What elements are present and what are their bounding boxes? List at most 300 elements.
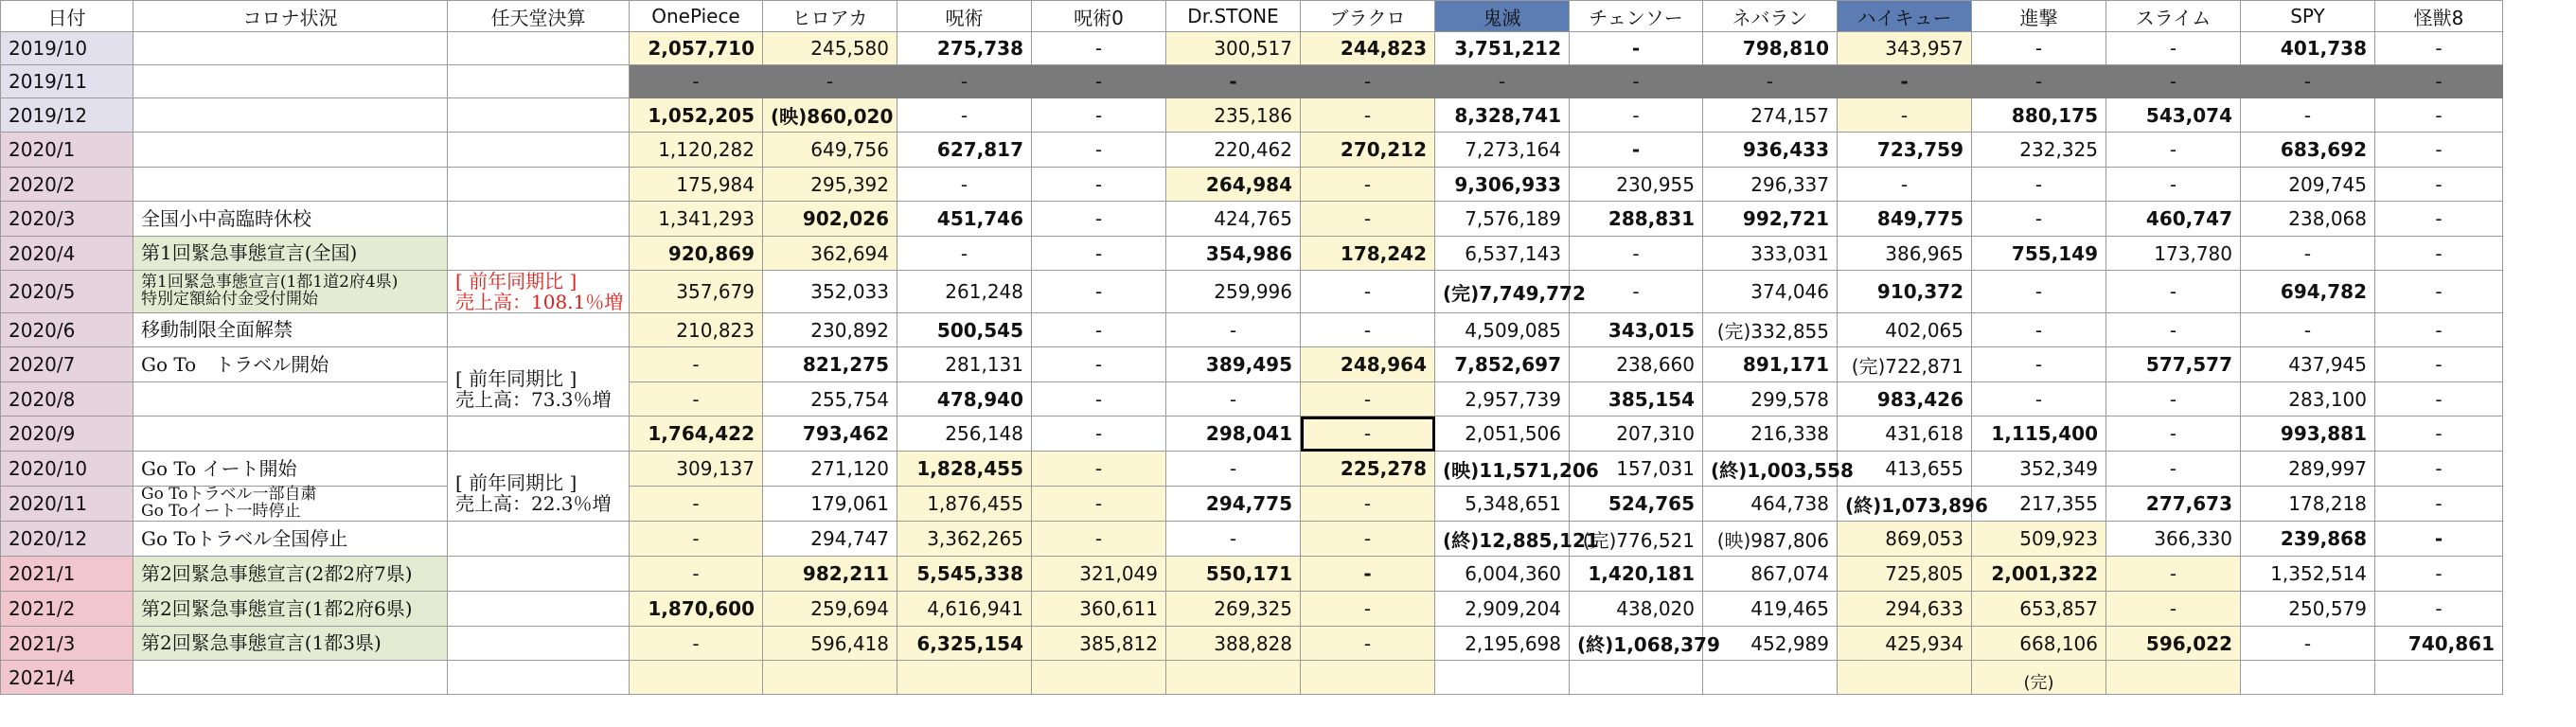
sales-cell-col-12[interactable]: 431,618 — [1838, 417, 1972, 452]
corona-status-cell[interactable] — [133, 168, 448, 202]
sales-cell-col-5[interactable]: 275,738 — [897, 32, 1032, 65]
sales-cell-col-16[interactable]: - — [2375, 487, 2503, 522]
sales-cell-onepiece[interactable]: 1,052,205 — [630, 98, 763, 133]
sales-cell-col-15[interactable]: - — [2241, 627, 2375, 661]
sales-cell-col-13[interactable]: - — [1972, 202, 2106, 237]
sales-cell-col-13[interactable]: 509,923 — [1972, 522, 2106, 557]
sales-cell-col-13[interactable]: - — [1972, 32, 2106, 65]
sales-cell-col-10[interactable]: - — [1570, 237, 1703, 271]
sales-cell-col-16[interactable]: - — [2375, 417, 2503, 452]
sales-cell-col-9[interactable]: 2,909,204 — [1435, 592, 1570, 627]
sales-cell-col-15[interactable]: 683,692 — [2241, 133, 2375, 168]
sales-cell-col-6[interactable]: - — [1032, 417, 1166, 452]
sales-cell-col-7[interactable]: 354,986 — [1166, 237, 1301, 271]
sales-cell-col-7[interactable]: 264,984 — [1166, 168, 1301, 202]
sales-cell-col-16[interactable]: - — [2375, 237, 2503, 271]
sales-cell-col-13[interactable]: - — [1972, 382, 2106, 417]
sales-cell-col-11[interactable]: 867,074 — [1703, 557, 1838, 592]
sales-cell-col-11[interactable]: 798,810 — [1703, 32, 1838, 65]
sales-cell-col-8[interactable]: - — [1301, 417, 1435, 452]
sales-cell-col-13[interactable]: 880,175 — [1972, 98, 2106, 133]
sales-cell-col-6[interactable]: - — [1032, 487, 1166, 522]
sales-cell-col-15[interactable]: 1,352,514 — [2241, 557, 2375, 592]
column-header-16[interactable]: 怪獣8 — [2375, 1, 2503, 32]
corona-status-cell[interactable] — [133, 557, 448, 592]
sales-cell-col-9[interactable]: 9,306,933 — [1435, 168, 1570, 202]
sales-cell-onepiece[interactable]: - — [630, 382, 763, 417]
sales-cell-col-8[interactable]: - — [1301, 382, 1435, 417]
sales-cell-col-14[interactable]: 277,673 — [2106, 487, 2241, 522]
sales-cell-col-10[interactable]: - — [1570, 32, 1703, 65]
sales-cell-col-12[interactable]: 402,065 — [1838, 313, 1972, 347]
sales-cell-col-4[interactable]: 294,747 — [763, 522, 897, 557]
nintendo-earnings-cell[interactable] — [448, 452, 630, 522]
corona-status-cell[interactable] — [133, 65, 448, 98]
sales-cell-col-16[interactable]: - — [2375, 522, 2503, 557]
sales-cell-col-13[interactable]: - — [1972, 347, 2106, 382]
sales-cell-col-15[interactable]: - — [2241, 313, 2375, 347]
nintendo-earnings-cell[interactable] — [448, 347, 630, 417]
column-header-13[interactable]: 進撃 — [1972, 1, 2106, 32]
sales-cell-col-10[interactable]: 524,765 — [1570, 487, 1703, 522]
column-header-11[interactable]: ネバラン — [1703, 1, 1838, 32]
sales-cell-col-11[interactable]: 374,046 — [1703, 271, 1838, 313]
sales-cell-col-8[interactable]: - — [1301, 202, 1435, 237]
sales-cell-col-5[interactable]: 1,828,455 — [897, 452, 1032, 487]
sales-cell-col-12[interactable] — [1838, 661, 1972, 695]
sales-cell-col-8[interactable]: 178,242 — [1301, 237, 1435, 271]
sales-cell-col-4[interactable]: 179,061 — [763, 487, 897, 522]
date-cell[interactable]: 2021/2 — [1, 592, 133, 627]
sales-cell-col-10[interactable]: - — [1570, 271, 1703, 313]
sales-cell-col-4[interactable]: 352,033 — [763, 271, 897, 313]
sales-cell-col-15[interactable]: - — [2241, 98, 2375, 133]
sales-cell-col-9[interactable]: 5,348,651 — [1435, 487, 1570, 522]
sales-cell-col-7[interactable]: 389,495 — [1166, 347, 1301, 382]
sales-cell-onepiece[interactable]: 175,984 — [630, 168, 763, 202]
sales-cell-col-5[interactable]: - — [897, 168, 1032, 202]
sales-cell-col-9[interactable]: 6,537,143 — [1435, 237, 1570, 271]
column-header-3[interactable]: OnePiece — [630, 1, 763, 32]
sales-cell-col-10[interactable]: 238,660 — [1570, 347, 1703, 382]
sales-cell-col-4[interactable]: 271,120 — [763, 452, 897, 487]
sales-cell-onepiece[interactable]: 309,137 — [630, 452, 763, 487]
sales-cell-col-4[interactable] — [763, 661, 897, 695]
sales-cell-col-7[interactable]: 300,517 — [1166, 32, 1301, 65]
sales-cell-col-9[interactable]: - — [1435, 65, 1570, 98]
sales-cell-col-10[interactable]: 343,015 — [1570, 313, 1703, 347]
sales-cell-col-16[interactable] — [2375, 661, 2503, 695]
sales-cell-col-15[interactable]: 239,868 — [2241, 522, 2375, 557]
column-header-7[interactable]: Dr.STONE — [1166, 1, 1301, 32]
sales-cell-col-10[interactable]: - — [1570, 133, 1703, 168]
sales-cell-col-5[interactable]: 478,940 — [897, 382, 1032, 417]
sales-cell-col-5[interactable]: - — [897, 65, 1032, 98]
sales-cell-col-8[interactable]: - — [1301, 313, 1435, 347]
sales-cell-col-12[interactable]: (終)1,073,896 — [1838, 487, 1972, 522]
sales-cell-col-15[interactable]: 283,100 — [2241, 382, 2375, 417]
column-header-9[interactable]: 鬼滅 — [1435, 1, 1570, 32]
corona-status-cell[interactable] — [133, 313, 448, 347]
sales-cell-col-4[interactable]: - — [763, 65, 897, 98]
sales-cell-col-8[interactable]: - — [1301, 592, 1435, 627]
sales-cell-col-15[interactable]: 694,782 — [2241, 271, 2375, 313]
corona-status-cell[interactable] — [133, 32, 448, 65]
sales-cell-col-7[interactable]: - — [1166, 313, 1301, 347]
nintendo-earnings-cell[interactable] — [448, 271, 630, 313]
sales-cell-col-12[interactable]: 849,775 — [1838, 202, 1972, 237]
sales-cell-col-6[interactable]: - — [1032, 271, 1166, 313]
sales-cell-col-15[interactable]: 401,738 — [2241, 32, 2375, 65]
sales-cell-col-14[interactable]: - — [2106, 133, 2241, 168]
sales-cell-col-13[interactable]: - — [1972, 271, 2106, 313]
sales-cell-col-11[interactable]: 333,031 — [1703, 237, 1838, 271]
nintendo-earnings-cell[interactable] — [448, 313, 630, 347]
sales-cell-col-9[interactable]: 6,004,360 — [1435, 557, 1570, 592]
sales-cell-col-7[interactable]: - — [1166, 522, 1301, 557]
date-cell[interactable]: 2020/2 — [1, 168, 133, 202]
column-header-5[interactable]: 呪術 — [897, 1, 1032, 32]
sales-cell-col-8[interactable]: - — [1301, 627, 1435, 661]
sales-cell-col-15[interactable]: 289,997 — [2241, 452, 2375, 487]
sales-cell-col-7[interactable]: - — [1166, 452, 1301, 487]
sales-cell-col-4[interactable]: 295,392 — [763, 168, 897, 202]
sales-cell-col-13[interactable]: (完) — [1972, 661, 2106, 695]
sales-cell-col-11[interactable]: 891,171 — [1703, 347, 1838, 382]
sales-cell-col-12[interactable]: 869,053 — [1838, 522, 1972, 557]
sales-cell-col-7[interactable]: 550,171 — [1166, 557, 1301, 592]
sales-cell-col-6[interactable]: - — [1032, 313, 1166, 347]
sales-cell-col-6[interactable]: 321,049 — [1032, 557, 1166, 592]
sales-cell-col-14[interactable]: 596,022 — [2106, 627, 2241, 661]
sales-cell-onepiece[interactable]: 357,679 — [630, 271, 763, 313]
sales-cell-col-15[interactable]: 209,745 — [2241, 168, 2375, 202]
sales-cell-col-7[interactable]: 259,996 — [1166, 271, 1301, 313]
sales-cell-col-16[interactable]: - — [2375, 133, 2503, 168]
date-cell[interactable]: 2020/11 — [1, 487, 133, 522]
sales-cell-col-5[interactable]: 261,248 — [897, 271, 1032, 313]
sales-cell-col-12[interactable]: - — [1838, 98, 1972, 133]
sales-cell-col-9[interactable]: 2,051,506 — [1435, 417, 1570, 452]
sales-cell-col-14[interactable]: 366,330 — [2106, 522, 2241, 557]
sales-cell-col-4[interactable]: 245,580 — [763, 32, 897, 65]
sales-cell-col-15[interactable] — [2241, 661, 2375, 695]
sales-cell-col-5[interactable]: 281,131 — [897, 347, 1032, 382]
sales-cell-col-13[interactable]: 2,001,322 — [1972, 557, 2106, 592]
sales-cell-col-5[interactable]: - — [897, 98, 1032, 133]
sales-cell-col-4[interactable]: 793,462 — [763, 417, 897, 452]
sales-cell-col-13[interactable]: 755,149 — [1972, 237, 2106, 271]
sales-cell-col-15[interactable]: 993,881 — [2241, 417, 2375, 452]
sales-cell-col-6[interactable]: - — [1032, 65, 1166, 98]
corona-status-cell[interactable] — [133, 133, 448, 168]
sales-cell-col-14[interactable]: - — [2106, 168, 2241, 202]
sales-cell-col-7[interactable]: 424,765 — [1166, 202, 1301, 237]
sales-cell-col-7[interactable]: 220,462 — [1166, 133, 1301, 168]
sales-cell-col-6[interactable]: - — [1032, 32, 1166, 65]
sales-cell-col-10[interactable]: - — [1570, 65, 1703, 98]
date-cell[interactable]: 2020/7 — [1, 347, 133, 382]
sales-cell-col-9[interactable]: (完)7,749,772 — [1435, 271, 1570, 313]
sales-cell-col-10[interactable]: 157,031 — [1570, 452, 1703, 487]
sales-cell-col-11[interactable]: 452,989 — [1703, 627, 1838, 661]
corona-status-cell[interactable] — [133, 522, 448, 557]
sales-cell-onepiece[interactable]: - — [630, 557, 763, 592]
sales-cell-onepiece[interactable]: 1,341,293 — [630, 202, 763, 237]
corona-status-cell[interactable] — [133, 417, 448, 452]
sales-cell-col-7[interactable]: 235,186 — [1166, 98, 1301, 133]
sales-cell-col-8[interactable]: - — [1301, 557, 1435, 592]
sales-cell-col-7[interactable]: 298,041 — [1166, 417, 1301, 452]
corona-status-cell[interactable] — [133, 237, 448, 271]
sales-cell-col-6[interactable]: - — [1032, 202, 1166, 237]
nintendo-earnings-cell[interactable] — [448, 661, 630, 695]
column-header-4[interactable]: ヒロアカ — [763, 1, 897, 32]
date-cell[interactable]: 2020/9 — [1, 417, 133, 452]
sales-cell-col-9[interactable]: (終)12,885,121 — [1435, 522, 1570, 557]
sales-cell-col-8[interactable]: 248,964 — [1301, 347, 1435, 382]
sales-cell-col-12[interactable]: 983,426 — [1838, 382, 1972, 417]
nintendo-earnings-cell[interactable] — [448, 592, 630, 627]
sales-cell-col-16[interactable]: - — [2375, 382, 2503, 417]
nintendo-earnings-cell[interactable] — [448, 32, 630, 65]
sales-cell-col-13[interactable]: - — [1972, 65, 2106, 98]
date-cell[interactable]: 2020/6 — [1, 313, 133, 347]
sales-cell-col-9[interactable]: 7,576,189 — [1435, 202, 1570, 237]
date-cell[interactable]: 2021/4 — [1, 661, 133, 695]
sales-cell-col-16[interactable]: - — [2375, 592, 2503, 627]
sales-cell-col-10[interactable]: 207,310 — [1570, 417, 1703, 452]
column-header-15[interactable]: SPY — [2241, 1, 2375, 32]
sales-cell-col-11[interactable]: (完)332,855 — [1703, 313, 1838, 347]
sales-cell-col-10[interactable]: 230,955 — [1570, 168, 1703, 202]
sales-cell-col-10[interactable]: (完)776,521 — [1570, 522, 1703, 557]
sales-cell-col-13[interactable]: 668,106 — [1972, 627, 2106, 661]
sales-cell-col-11[interactable]: 936,433 — [1703, 133, 1838, 168]
sales-cell-col-10[interactable]: (終)1,068,379 — [1570, 627, 1703, 661]
sales-cell-col-5[interactable] — [897, 661, 1032, 695]
sales-cell-col-12[interactable]: 343,957 — [1838, 32, 1972, 65]
sales-cell-col-11[interactable]: 296,337 — [1703, 168, 1838, 202]
sales-cell-col-5[interactable]: 451,746 — [897, 202, 1032, 237]
sales-cell-col-5[interactable]: 3,362,265 — [897, 522, 1032, 557]
sales-cell-col-4[interactable]: 821,275 — [763, 347, 897, 382]
sales-cell-col-9[interactable]: 7,273,164 — [1435, 133, 1570, 168]
sales-cell-onepiece[interactable]: 1,120,282 — [630, 133, 763, 168]
date-cell[interactable]: 2021/3 — [1, 627, 133, 661]
sales-cell-col-5[interactable]: 5,545,338 — [897, 557, 1032, 592]
sales-cell-col-4[interactable]: 255,754 — [763, 382, 897, 417]
sales-cell-col-11[interactable]: 464,738 — [1703, 487, 1838, 522]
sales-cell-col-9[interactable]: 2,957,739 — [1435, 382, 1570, 417]
sales-cell-col-7[interactable]: 388,828 — [1166, 627, 1301, 661]
sales-cell-col-7[interactable]: - — [1166, 65, 1301, 98]
sales-cell-col-12[interactable]: 425,934 — [1838, 627, 1972, 661]
sales-cell-col-12[interactable]: 294,633 — [1838, 592, 1972, 627]
corona-status-cell[interactable] — [133, 382, 448, 417]
sales-cell-col-6[interactable]: - — [1032, 522, 1166, 557]
date-cell[interactable]: 2021/1 — [1, 557, 133, 592]
sales-cell-col-13[interactable]: - — [1972, 313, 2106, 347]
sales-cell-col-6[interactable]: 360,611 — [1032, 592, 1166, 627]
sales-cell-col-10[interactable]: 385,154 — [1570, 382, 1703, 417]
sales-cell-col-11[interactable]: - — [1703, 65, 1838, 98]
sales-cell-onepiece[interactable]: - — [630, 627, 763, 661]
sales-cell-onepiece[interactable]: - — [630, 487, 763, 522]
sales-cell-onepiece[interactable]: - — [630, 347, 763, 382]
sales-cell-col-9[interactable]: 3,751,212 — [1435, 32, 1570, 65]
sales-cell-col-8[interactable]: - — [1301, 487, 1435, 522]
date-cell[interactable]: 2020/10 — [1, 452, 133, 487]
sales-cell-col-11[interactable]: 274,157 — [1703, 98, 1838, 133]
sales-cell-col-9[interactable]: 4,509,085 — [1435, 313, 1570, 347]
sales-cell-col-14[interactable]: - — [2106, 452, 2241, 487]
sales-cell-col-10[interactable]: 288,831 — [1570, 202, 1703, 237]
nintendo-earnings-cell[interactable] — [448, 237, 630, 271]
sales-cell-col-14[interactable]: - — [2106, 65, 2241, 98]
date-cell[interactable]: 2020/3 — [1, 202, 133, 237]
sales-cell-col-8[interactable]: - — [1301, 522, 1435, 557]
sales-cell-onepiece[interactable]: 2,057,710 — [630, 32, 763, 65]
sales-cell-col-8[interactable]: 244,823 — [1301, 32, 1435, 65]
nintendo-earnings-cell[interactable] — [448, 522, 630, 557]
nintendo-earnings-cell[interactable] — [448, 417, 630, 452]
date-cell[interactable]: 2020/5 — [1, 271, 133, 313]
sales-cell-col-4[interactable]: 649,756 — [763, 133, 897, 168]
sales-cell-col-15[interactable]: - — [2241, 237, 2375, 271]
sales-cell-col-7[interactable]: 269,325 — [1166, 592, 1301, 627]
sales-cell-col-12[interactable]: 910,372 — [1838, 271, 1972, 313]
sales-cell-col-10[interactable]: 1,420,181 — [1570, 557, 1703, 592]
sales-cell-col-16[interactable]: - — [2375, 202, 2503, 237]
sales-cell-col-14[interactable]: 543,074 — [2106, 98, 2241, 133]
sales-cell-col-5[interactable]: 256,148 — [897, 417, 1032, 452]
sales-cell-col-14[interactable]: - — [2106, 313, 2241, 347]
sales-cell-col-6[interactable]: - — [1032, 452, 1166, 487]
sales-cell-col-7[interactable] — [1166, 661, 1301, 695]
nintendo-earnings-cell[interactable] — [448, 133, 630, 168]
column-header-1[interactable]: コロナ状況 — [133, 1, 448, 32]
sales-cell-col-10[interactable]: 438,020 — [1570, 592, 1703, 627]
corona-status-cell[interactable] — [133, 627, 448, 661]
date-cell[interactable]: 2019/12 — [1, 98, 133, 133]
corona-status-cell[interactable] — [133, 271, 448, 313]
sales-cell-col-16[interactable]: - — [2375, 32, 2503, 65]
date-cell[interactable]: 2019/10 — [1, 32, 133, 65]
date-cell[interactable]: 2020/1 — [1, 133, 133, 168]
sales-cell-col-6[interactable] — [1032, 661, 1166, 695]
date-cell[interactable]: 2020/4 — [1, 237, 133, 271]
sales-cell-col-16[interactable]: - — [2375, 65, 2503, 98]
sales-cell-col-14[interactable]: - — [2106, 382, 2241, 417]
sales-cell-col-8[interactable]: - — [1301, 168, 1435, 202]
date-cell[interactable]: 2020/8 — [1, 382, 133, 417]
corona-status-cell[interactable] — [133, 592, 448, 627]
sales-cell-onepiece[interactable]: 210,823 — [630, 313, 763, 347]
sales-cell-col-6[interactable]: - — [1032, 98, 1166, 133]
column-header-8[interactable]: ブラクロ — [1301, 1, 1435, 32]
sales-cell-col-8[interactable]: - — [1301, 65, 1435, 98]
sales-cell-col-15[interactable]: 250,579 — [2241, 592, 2375, 627]
sales-cell-col-4[interactable]: 230,892 — [763, 313, 897, 347]
sales-cell-onepiece[interactable] — [630, 661, 763, 695]
sales-cell-col-4[interactable]: 596,418 — [763, 627, 897, 661]
sales-cell-col-16[interactable]: - — [2375, 313, 2503, 347]
sales-cell-col-6[interactable]: - — [1032, 237, 1166, 271]
sales-cell-col-12[interactable]: 723,759 — [1838, 133, 1972, 168]
sales-cell-col-16[interactable]: - — [2375, 557, 2503, 592]
sales-cell-col-16[interactable]: - — [2375, 452, 2503, 487]
column-header-12[interactable]: ハイキュー — [1838, 1, 1972, 32]
sales-cell-col-11[interactable]: 992,721 — [1703, 202, 1838, 237]
sales-cell-col-5[interactable]: 500,545 — [897, 313, 1032, 347]
sales-cell-col-9[interactable]: 7,852,697 — [1435, 347, 1570, 382]
sales-cell-col-4[interactable]: (映)860,020 — [763, 98, 897, 133]
sales-cell-col-5[interactable]: - — [897, 237, 1032, 271]
corona-status-cell[interactable] — [133, 452, 448, 487]
sales-cell-col-16[interactable]: - — [2375, 347, 2503, 382]
sales-cell-col-8[interactable]: - — [1301, 98, 1435, 133]
sales-cell-col-6[interactable]: - — [1032, 168, 1166, 202]
sales-cell-col-4[interactable]: 259,694 — [763, 592, 897, 627]
sales-cell-col-14[interactable]: - — [2106, 32, 2241, 65]
sales-cell-onepiece[interactable]: 1,870,600 — [630, 592, 763, 627]
corona-status-cell[interactable] — [133, 98, 448, 133]
sales-cell-col-12[interactable]: 725,805 — [1838, 557, 1972, 592]
sales-cell-col-11[interactable] — [1703, 661, 1838, 695]
sales-cell-col-9[interactable] — [1435, 661, 1570, 695]
sales-cell-col-13[interactable]: 653,857 — [1972, 592, 2106, 627]
sales-cell-col-14[interactable]: - — [2106, 592, 2241, 627]
sales-cell-col-13[interactable]: 1,115,400 — [1972, 417, 2106, 452]
sales-cell-col-5[interactable]: 6,325,154 — [897, 627, 1032, 661]
sales-cell-col-10[interactable] — [1570, 661, 1703, 695]
sales-cell-col-11[interactable]: 299,578 — [1703, 382, 1838, 417]
sales-cell-onepiece[interactable]: - — [630, 522, 763, 557]
sales-cell-col-4[interactable]: 982,211 — [763, 557, 897, 592]
nintendo-earnings-cell[interactable] — [448, 65, 630, 98]
column-header-2[interactable]: 任天堂決算 — [448, 1, 630, 32]
sales-cell-onepiece[interactable]: 920,869 — [630, 237, 763, 271]
sales-cell-onepiece[interactable]: 1,764,422 — [630, 417, 763, 452]
sales-cell-col-12[interactable]: 413,655 — [1838, 452, 1972, 487]
sales-cell-col-7[interactable]: 294,775 — [1166, 487, 1301, 522]
sales-cell-onepiece[interactable]: - — [630, 65, 763, 98]
sales-cell-col-8[interactable]: - — [1301, 271, 1435, 313]
nintendo-earnings-cell[interactable] — [448, 202, 630, 237]
sales-cell-col-5[interactable]: 4,616,941 — [897, 592, 1032, 627]
sales-cell-col-15[interactable]: 437,945 — [2241, 347, 2375, 382]
sales-cell-col-12[interactable]: (完)722,871 — [1838, 347, 1972, 382]
nintendo-earnings-cell[interactable] — [448, 557, 630, 592]
sales-cell-col-13[interactable]: 352,349 — [1972, 452, 2106, 487]
sales-cell-col-8[interactable] — [1301, 661, 1435, 695]
corona-status-cell[interactable] — [133, 661, 448, 695]
sales-cell-col-11[interactable]: (映)987,806 — [1703, 522, 1838, 557]
sales-cell-col-6[interactable]: - — [1032, 347, 1166, 382]
sales-cell-col-15[interactable]: 178,218 — [2241, 487, 2375, 522]
sales-cell-col-5[interactable]: 1,876,455 — [897, 487, 1032, 522]
sales-cell-col-14[interactable]: - — [2106, 557, 2241, 592]
sales-cell-col-14[interactable] — [2106, 661, 2241, 695]
date-cell[interactable]: 2019/11 — [1, 65, 133, 98]
sales-cell-col-14[interactable]: 577,577 — [2106, 347, 2241, 382]
nintendo-earnings-cell[interactable] — [448, 627, 630, 661]
column-header-10[interactable]: チェンソー — [1570, 1, 1703, 32]
sales-cell-col-11[interactable]: 419,465 — [1703, 592, 1838, 627]
date-cell[interactable]: 2020/12 — [1, 522, 133, 557]
sales-cell-col-10[interactable]: - — [1570, 98, 1703, 133]
